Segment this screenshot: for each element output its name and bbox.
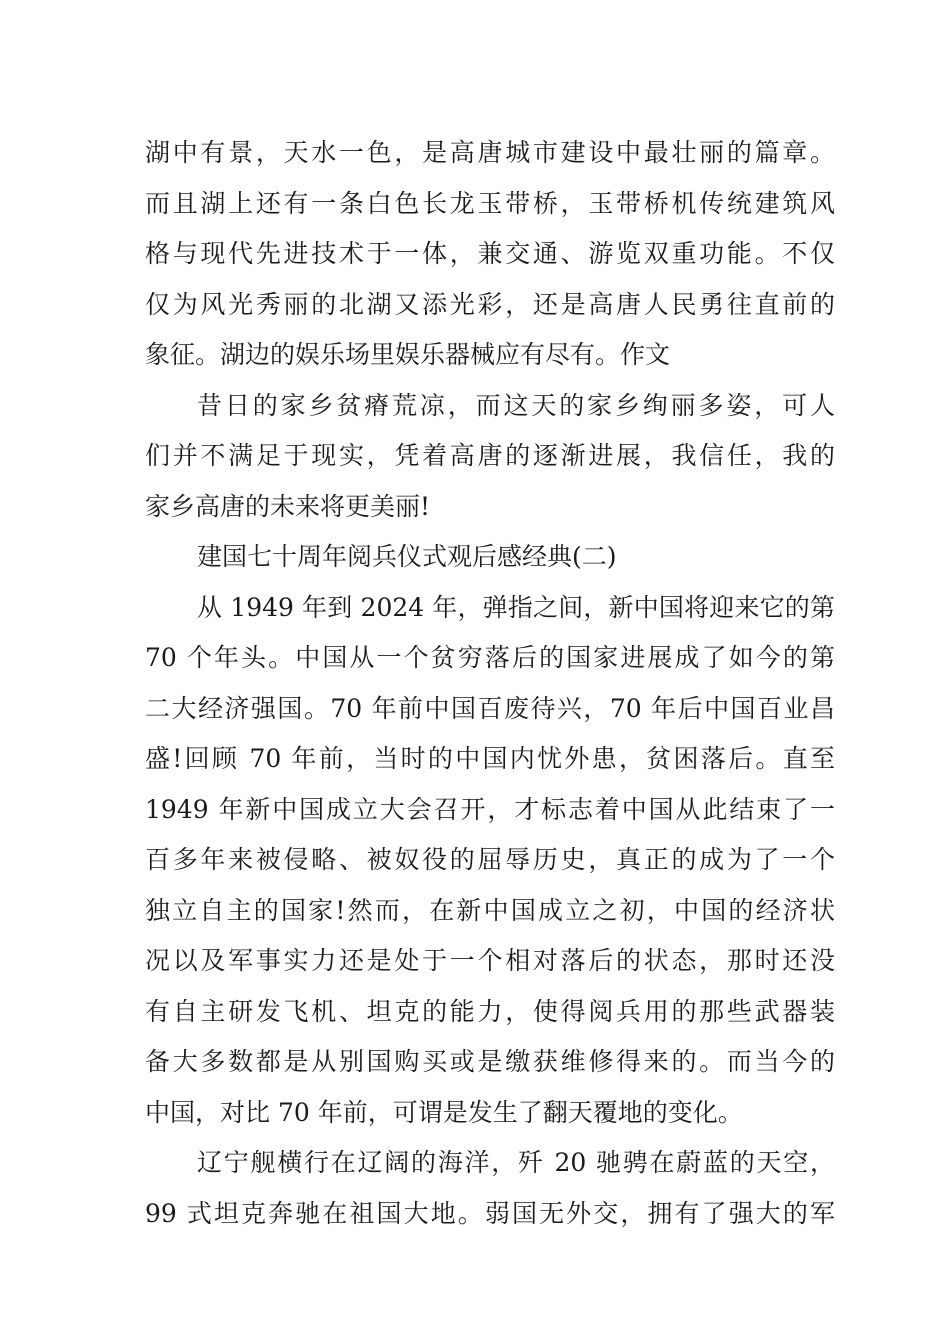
text-line: 中国，对比 70 年前，可谓是发生了翻天覆地的变化。 xyxy=(145,1097,743,1127)
text-line: 格与现代先进技术于一体，兼交通、游览双重功能。不仅 xyxy=(145,239,835,268)
text-line: 从 1949 年到 2024 年，弹指之间，新中国将迎来它的第 xyxy=(197,592,835,622)
text-line: 备大多数都是从别国购买或是缴获维修得来的。而当今的 xyxy=(145,1047,835,1076)
text-line: 仅为风光秀丽的北湖又添光彩，还是高唐人民勇往直前的 xyxy=(145,289,835,319)
text-line: 70 个年头。中国从一个贫穷落后的国家进展成了如今的第 xyxy=(145,643,835,672)
text-line: 家乡高唐的未来将更美丽! xyxy=(145,491,431,521)
document-body xyxy=(145,128,835,1239)
text-line: 们并不满足于现实，凭着高唐的逐渐进展，我信任，我的 xyxy=(145,441,835,470)
text-line: 有自主研发飞机、坦克的能力，使得阅兵用的那些武器装 xyxy=(145,996,835,1026)
text-line: 二大经济强国。70 年前中国百废待兴，70 年后中国百业昌 xyxy=(145,693,835,723)
text-line: 盛!回顾 70 年前，当时的中国内忧外患，贫困落后。直至 xyxy=(145,744,835,773)
text-line: 象征。湖边的娱乐场里娱乐器械应有尽有。作文 xyxy=(145,340,671,369)
text-line: 1949 年新中国成立大会召开，才标志着中国从此结束了一 xyxy=(145,794,835,824)
text-line: 昔日的家乡贫瘠荒凉，而这天的家乡绚丽多姿，可人 xyxy=(197,390,835,420)
text-line: 湖中有景，天水一色，是高唐城市建设中最壮丽的篇章。 xyxy=(145,138,835,167)
text-line: 百多年来被侵略、被奴役的屈辱历史，真正的成为了一个 xyxy=(145,845,835,874)
text-line: 独立自主的国家!然而，在新中国成立之初，中国的经济状 xyxy=(145,895,835,925)
text-line: 况以及军事实力还是处于一个相对落后的状态，那时还没 xyxy=(145,946,835,975)
text-line: 99 式坦克奔驰在祖国大地。弱国无外交，拥有了强大的军 xyxy=(145,1198,835,1228)
text-line: 辽宁舰横行在辽阔的海洋，歼 20 驰骋在蔚蓝的天空， xyxy=(197,1148,835,1177)
text-line: 而且湖上还有一条白色长龙玉带桥，玉带桥机传统建筑风 xyxy=(145,188,835,218)
text-line: 建国七十周年阅兵仪式观后感经典(二) xyxy=(197,542,617,571)
